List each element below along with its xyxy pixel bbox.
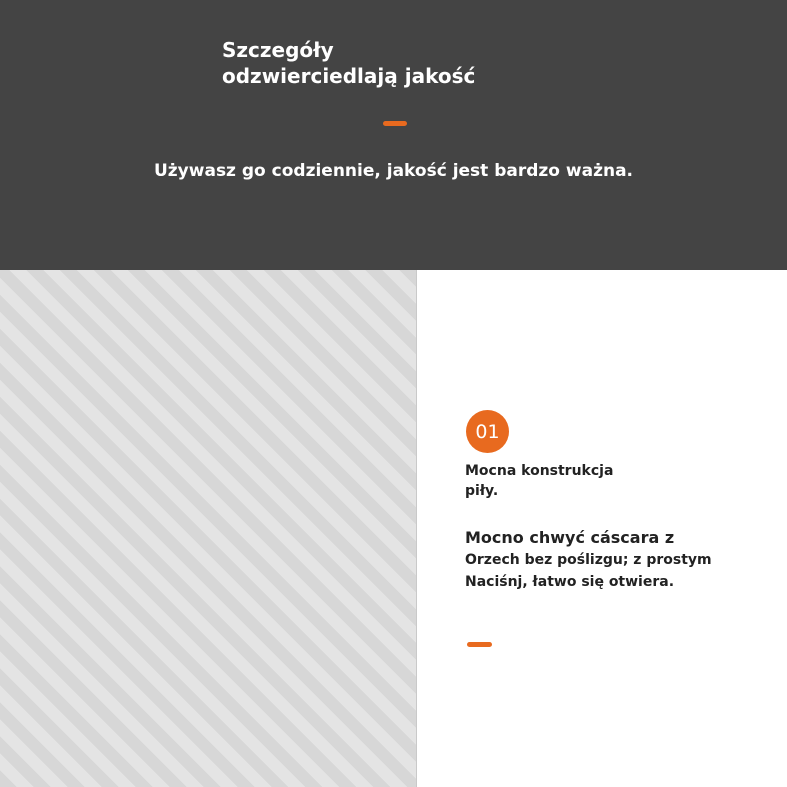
nutcracker-product-image bbox=[0, 270, 417, 787]
accent-divider-top bbox=[383, 121, 407, 126]
feature-title-line-1: Mocna konstrukcja bbox=[465, 463, 614, 479]
nutcracker-image-placeholder bbox=[0, 270, 416, 787]
header-banner bbox=[0, 0, 787, 270]
feature-title-line-2: piły. bbox=[465, 483, 499, 499]
feature-description bbox=[465, 527, 775, 593]
feature-description-line-1: Mocno chwyć cáscara z bbox=[465, 528, 675, 547]
title-line-2: odzwierciedlają jakość bbox=[222, 64, 476, 88]
feature-number-badge: 01 bbox=[466, 410, 509, 453]
title-line-1: Szczegóły bbox=[222, 38, 334, 62]
subtitle: Używasz go codziennie, jakość jest bardzo ważna. bbox=[153, 161, 634, 181]
page-title bbox=[222, 37, 475, 89]
accent-divider-bottom bbox=[467, 642, 492, 647]
feature-title bbox=[465, 461, 665, 501]
feature-description-line-3: Naciśnj, łatwo się otwiera. bbox=[465, 574, 675, 590]
feature-description-line-2: Orzech bez poślizgu; z prostym bbox=[465, 552, 712, 568]
